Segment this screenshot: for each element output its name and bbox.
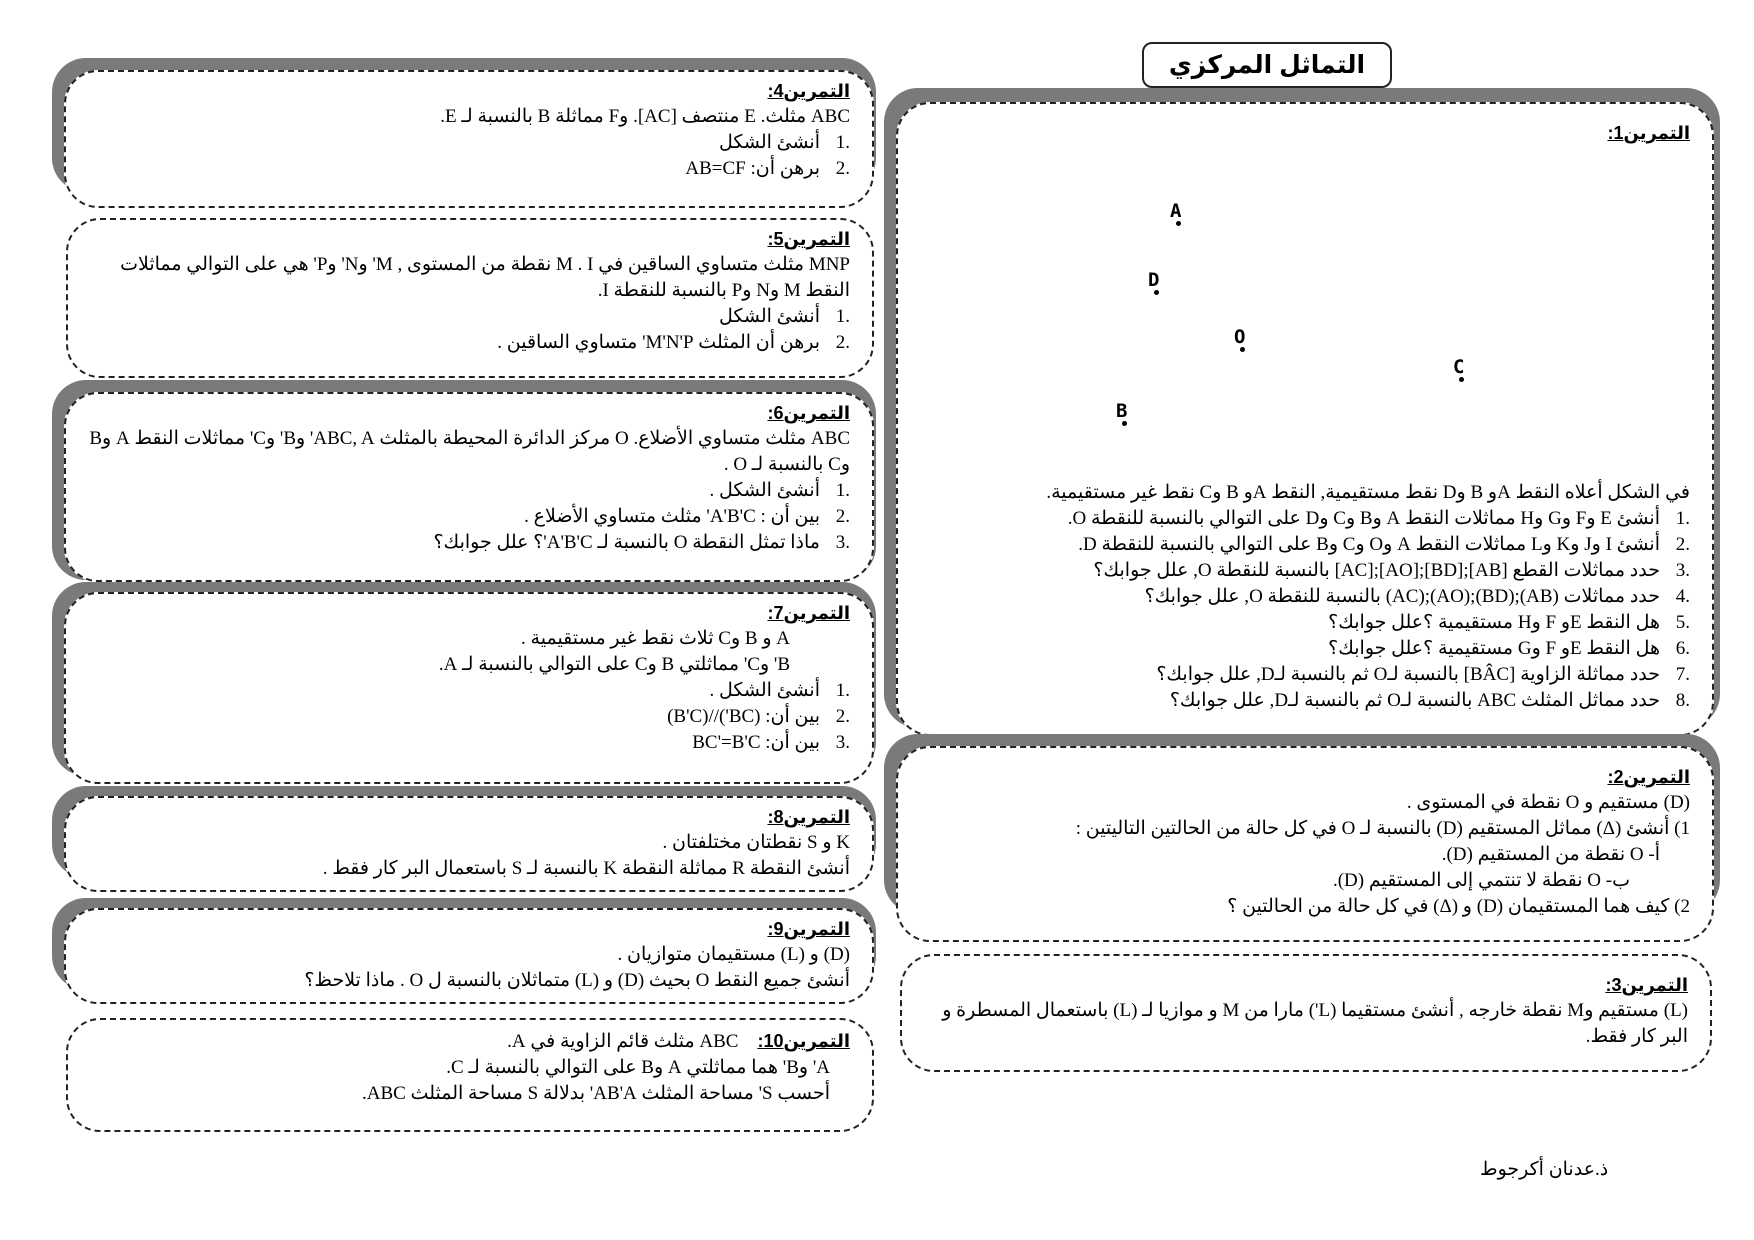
exercise-7: التمرين7: A و B وC ثلاث نقط غير مستقيمية . B' وC' مماثلتي B وC على التوالي بالنسبة لـ A. .1أنشئ الشكل . .2بين أن: (BC')//(B'C) .3بين أن: BC'=B'C <box>64 592 874 784</box>
exercise-2 <box>896 746 1714 942</box>
exercise-title: التمرين4: <box>767 81 850 101</box>
ex2-line: أ- O نقطة من المستقيم (D). <box>1441 844 1660 865</box>
ex1-item: حدد مماثل المثلث ABC بالنسبة لـO ثم بالنسبة لـD, علل جوابك؟ <box>1169 690 1660 711</box>
exercise-1: التمرين1: A D O C B في الشكل أعلاه النقط Aو B وD نقط مستقيمية, النقط Aو B وC نقط غير مستقيمية. .1أنشئ E وF وG وH مماثلات النقط A وB وC وD على التوالي بالنسبة للنقطة O. .2أنشئ I وJ وK وL مماثلات النقط A وO وC وB على التوالي بالنسبة للنقطة D. .3حدد مماثلات القطع [AB];[BD];[AO];[AC] بالنسبة للنقطة O, علل جوابك؟ .4حدد مماثلات (AB);(BD);(AO);(AC) بالنسبة للنقطة O, علل جوابك؟ .5هل النقط Eو F وH مستقيمية ؟علل جوابك؟ .6هل النقط Eو F وG مستقيمية ؟علل جوابك؟ .7حدد مماثلة الزاوية [BÂC] بالنسبة لـO ثم بالنسبة لـD, علل جوابك؟ .8حدد مماثل المثلث ABC بالنسبة لـO ثم بالنسبة لـD, علل جوابك؟ <box>896 102 1714 736</box>
exercise-title: التمرين6: <box>767 403 850 423</box>
exercise-4: التمرين4: ABC مثلث. E منتصف [AC]. وF مماثلة B بالنسبة لـ E. .1أنشئ الشكل .2برهن أن: AB=CF <box>64 70 874 208</box>
ex1-item: حدد مماثلات القطع [AB];[BD];[AO];[AC] بالنسبة للنقطة O, علل جوابك؟ <box>1093 560 1660 581</box>
ex8-line: K و S نقطتان مختلفتان . <box>662 832 850 853</box>
ex1-item: هل النقط Eو F وH مستقيمية ؟علل جوابك؟ <box>1328 612 1660 633</box>
exercise-8 <box>64 796 874 892</box>
ex9-line: (D) و (L) مستقيمان متوازيان . <box>617 944 850 965</box>
ex1-intro: في الشكل أعلاه النقط Aو B وD نقط مستقيمية, النقط Aو B وC نقط غير مستقيمية. <box>1046 482 1690 503</box>
ex1-item: حدد مماثلات (AB);(BD);(AO);(AC) بالنسبة للنقطة O, علل جوابك؟ <box>1144 586 1660 607</box>
exercise-6: التمرين6: ABC مثلث متساوي الأضلاع. O مركز الدائرة المحيطة بالمثلث ABC, A' وB' وC' مماثلات النقط A وB وC بالنسبة لـ O . .1أنشئ الشكل . .2بين أن : A'B'C' مثلث متساوي الأضلاع . .3ماذا تمثل النقطة O بالنسبة لـ A'B'C'؟ علل جوابك؟ <box>64 392 874 582</box>
ex10-line: A' وB' هما مماثلتي A وB على التوالي بالنسبة لـ C. <box>446 1057 830 1078</box>
author-name: ذ.عدنان أكرجوط <box>1480 1159 1609 1180</box>
ex8-line: أنشئ النقطة R مماثلة النقطة K بالنسبة لـ S باستعمال البر كار فقط . <box>322 858 850 879</box>
point-d-label: D <box>1148 269 1160 291</box>
ex4-item: أنشئ الشكل <box>718 132 820 153</box>
ex6-item: بين أن : A'B'C' مثلث متساوي الأضلاع . <box>524 506 820 527</box>
ex5-item: برهن أن المثلث M'N'P' متساوي الساقين . <box>497 332 820 353</box>
exercise-title: التمرين9: <box>767 919 850 939</box>
point-c-label: C <box>1453 356 1465 378</box>
page-title: التماثل المركزي <box>1142 42 1392 88</box>
exercise-title: التمرين1: <box>1607 123 1690 143</box>
point-o-label: O <box>1234 326 1246 348</box>
exercise-title: التمرين10: <box>757 1031 850 1051</box>
ex7-item: أنشئ الشكل . <box>709 680 820 701</box>
point-b-label: B <box>1116 400 1128 422</box>
ex4-intro: ABC مثلث. E منتصف [AC]. وF مماثلة B بالنسبة لـ E. <box>440 106 850 127</box>
ex9-line: أنشئ جميع النقط O بحيث (D) و (L) متماثلان بالنسبة ل O . ماذا تلاحظ؟ <box>304 970 850 991</box>
exercise-10 <box>66 1018 874 1132</box>
exercise-title: التمرين2: <box>1607 767 1690 787</box>
ex1-item: أنشئ E وF وG وH مماثلات النقط A وB وC وD على التوالي بالنسبة للنقطة O. <box>1067 508 1660 529</box>
ex10-line: أحسب S' مساحة المثلث AB'A' بدلالة S مساحة المثلث ABC. <box>361 1083 830 1104</box>
ex6-intro: ABC مثلث متساوي الأضلاع. O مركز الدائرة المحيطة بالمثلث ABC, A' وB' وC' مماثلات النقط A وB وC بالنسبة لـ O . <box>89 428 850 475</box>
ex1-item: أنشئ I وJ وK وL مماثلات النقط A وO وC وB على التوالي بالنسبة للنقطة D. <box>1078 534 1660 555</box>
ex7-item: بين أن: BC'=B'C <box>692 732 820 753</box>
ex1-item: هل النقط Eو F وG مستقيمية ؟علل جوابك؟ <box>1328 638 1660 659</box>
exercise-3 <box>900 954 1712 1072</box>
exercise-title: التمرين8: <box>767 807 850 827</box>
ex7-line: A و B وC ثلاث نقط غير مستقيمية . <box>521 628 790 649</box>
ex5-item: أنشئ الشكل <box>718 306 820 327</box>
ex2-line: ب- O نقطة لا تنتمي إلى المستقيم (D). <box>1332 870 1630 891</box>
ex4-item: برهن أن: AB=CF <box>685 158 820 179</box>
exercise-title: التمرين5: <box>767 229 850 249</box>
ex3-text: (L) مستقيم وM نقطة خارجه , أنشئ مستقيما (L') مارا من M و موازيا لـ (L) باستعمال المسطرة و البر كار فقط. <box>942 1000 1688 1047</box>
ex2-line: 1) أنشئ (Δ) مماثل المستقيم (D) بالنسبة لـ O في كل حالة من الحالتين التاليتين : <box>1075 818 1690 839</box>
ex2-line: (D) مستقيم و O نقطة في المستوى . <box>1406 792 1690 813</box>
ex1-item: حدد مماثلة الزاوية [BÂC] بالنسبة لـO ثم بالنسبة لـD, علل جوابك؟ <box>1156 664 1660 685</box>
ex10-first: ABC مثلث قائم الزاوية في A. <box>507 1031 739 1052</box>
exercise-5: التمرين5: MNP مثلث متساوي الساقين في M . I نقطة من المستوى , M' وN' وP' هي على التوالي مماثلات النقط M وN وP بالنسبة للنقطة I. .1أنشئ الشكل .2برهن أن المثلث M'N'P' متساوي الساقين . <box>66 218 874 378</box>
exercise-title: التمرين3: <box>1605 975 1688 995</box>
exercise-title: التمرين7: <box>767 603 850 623</box>
ex6-item: أنشئ الشكل . <box>709 480 820 501</box>
ex5-intro: MNP مثلث متساوي الساقين في M . I نقطة من المستوى , M' وN' وP' هي على التوالي مماثلات النقط M وN وP بالنسبة للنقطة I. <box>120 254 850 301</box>
ex6-item: ماذا تمثل النقطة O بالنسبة لـ A'B'C'؟ علل جوابك؟ <box>433 532 820 553</box>
ex7-line: B' وC' مماثلتي B وC على التوالي بالنسبة لـ A. <box>438 654 790 675</box>
exercise-9 <box>64 908 874 1004</box>
point-a-label: A <box>1170 200 1182 222</box>
ex7-item: بين أن: (BC')//(B'C) <box>667 706 820 727</box>
ex2-line: 2) كيف هما المستقيمان (D) و (Δ) في كل حالة من الحالتين ؟ <box>1227 896 1690 917</box>
